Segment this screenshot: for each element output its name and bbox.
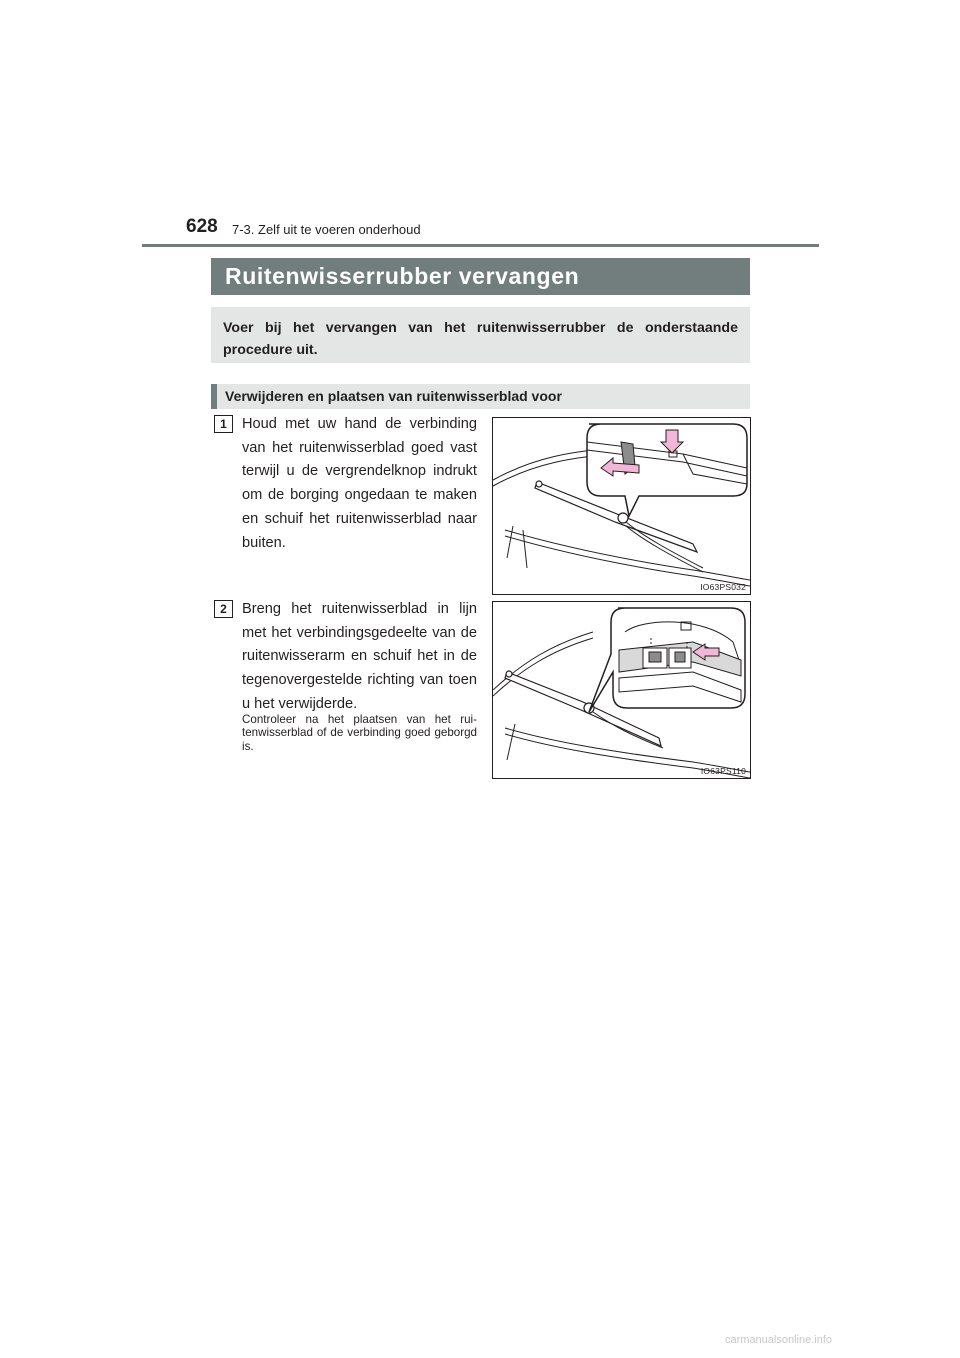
step-1-badge: 1	[214, 415, 233, 433]
step-2-text: Breng het ruitenwisserblad in lijn met het verbindingsgedeelte van de ruitenwisserarm en schuif het in de tegenovergestelde richting van toen u het verwijderde.	[242, 601, 477, 712]
step-2-badge: 2	[214, 600, 233, 618]
subsection-title: Verwijderen en plaatsen van ruitenwisserblad voor	[225, 388, 562, 404]
step-1-figure	[492, 417, 751, 595]
section-reference: 7-3. Zelf uit te voeren onderhoud	[232, 222, 421, 237]
watermark: carmanualsonline.info	[725, 1334, 833, 1346]
title-bar	[211, 258, 750, 295]
wiper-installation-illustration	[493, 602, 750, 778]
page-number: 628	[186, 216, 218, 237]
step-2-figure	[492, 601, 751, 779]
subsection-accent	[211, 384, 217, 409]
figure-2-code: IO63PS110	[700, 766, 746, 776]
figure-1-code: IO63PS032	[700, 582, 746, 592]
subsection-bar	[211, 384, 750, 409]
wiper-removal-illustration	[493, 418, 750, 594]
header-rule	[142, 244, 819, 247]
step-1-text: Houd met uw hand de verbinding van het ruitenwisserblad goed vast terwijl u de vergrendelknop indrukt om de borging ongedaan te maken en schuif het ruitenwisserblad naar buiten.	[242, 416, 477, 551]
page-title: Ruitenwisserrubber vervangen	[225, 263, 580, 289]
step-2-note: Controleer na het plaatsen van het rui-tenwisserblad of de verbinding goed geborgd is.	[242, 713, 477, 753]
intro-text: Voer bij het vervangen van het ruitenwisserrubber de onderstaande procedure uit.	[223, 320, 738, 358]
intro-box	[211, 307, 750, 363]
